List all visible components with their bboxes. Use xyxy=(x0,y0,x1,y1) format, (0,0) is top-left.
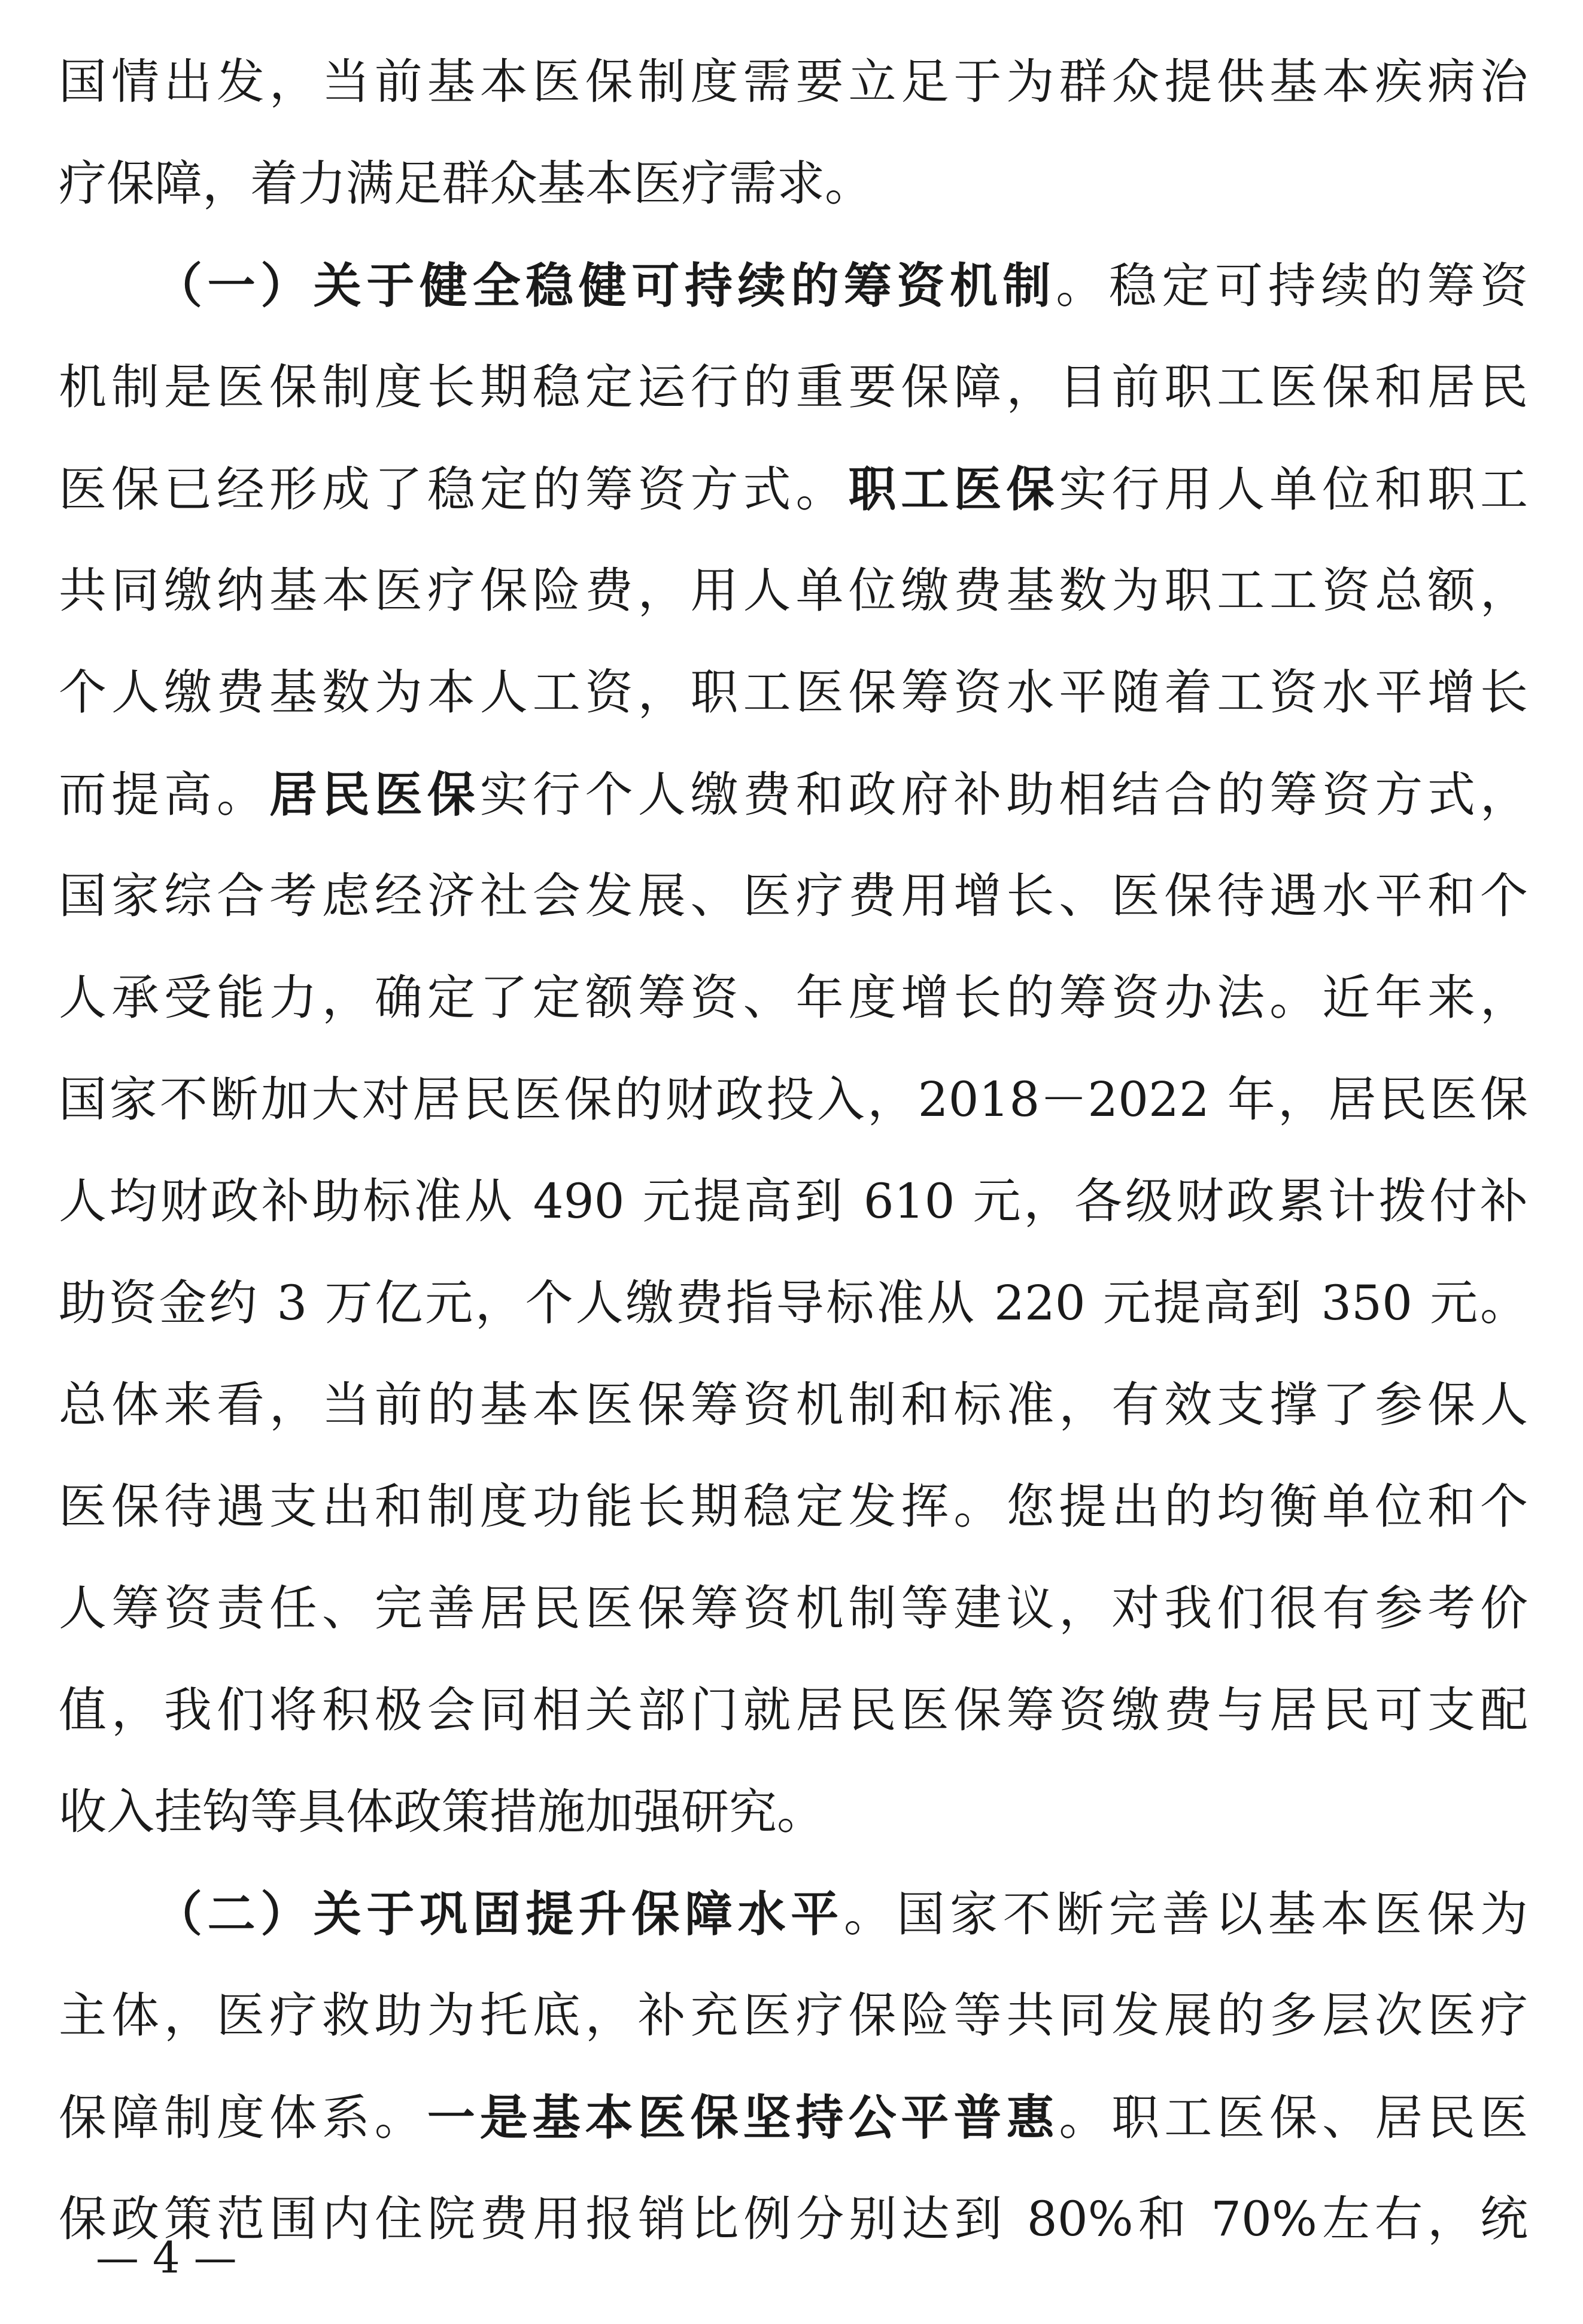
text-line xyxy=(59,1558,1528,1659)
text-line xyxy=(59,2067,1528,2168)
text-line xyxy=(59,1761,1528,1863)
text-line xyxy=(59,438,1528,540)
text-line xyxy=(59,845,1528,947)
text-run: 疗保障，着力满足群众基本医疗需求。 xyxy=(59,156,873,211)
text-line xyxy=(59,642,1528,744)
text-line xyxy=(59,1863,1528,1965)
bold-text: 职工医保 xyxy=(848,461,1059,517)
text-run: 实行个人缴费和政府补助相结合的筹资方式， xyxy=(479,767,1529,823)
document-body xyxy=(59,31,1528,2270)
bold-text: （一）关于健全稳健可持续的筹资机制 xyxy=(154,257,1056,314)
text-line xyxy=(59,336,1528,438)
text-run: 共同缴纳基本医疗保险费，用人单位缴费基数为职工工资总额， xyxy=(59,563,1528,618)
text-run: 总体来看，当前的基本医保筹资机制和标准，有效支撑了参保人 xyxy=(59,1377,1528,1433)
text-run: 实行用人单位和职工 xyxy=(1059,462,1529,517)
text-run: 人筹资责任、完善居民医保筹资机制等建议，对我们很有参考价 xyxy=(59,1580,1528,1636)
text-line xyxy=(59,235,1528,336)
text-run: 保政策范围内住院费用报销比例分别达到 80%和 70%左右，统 xyxy=(59,2191,1528,2247)
text-line xyxy=(59,1456,1528,1558)
text-line xyxy=(59,1354,1528,1456)
text-line xyxy=(59,744,1528,845)
text-run: 助资金约 3 万亿元，个人缴费指导标准从 220 元提高到 350 元。 xyxy=(59,1275,1528,1331)
text-run: 而提高。 xyxy=(59,767,269,823)
text-run: 保障制度体系。 xyxy=(59,2090,427,2146)
text-run: 。国家不断完善以基本医保为 xyxy=(843,1886,1529,1942)
text-line xyxy=(59,1252,1528,1354)
text-run: 国家综合考虑经济社会发展、医疗费用增长、医保待遇水平和个 xyxy=(59,868,1528,924)
text-line xyxy=(59,947,1528,1049)
text-run: 个人缴费基数为本人工资，职工医保筹资水平随着工资水平增长 xyxy=(59,665,1528,720)
text-line xyxy=(59,133,1528,235)
text-run: 主体，医疗救助为托底，补充医疗保险等共同发展的多层次医疗 xyxy=(59,1988,1528,2043)
text-run: 国情出发，当前基本医保制度需要立足于为群众提供基本疾病治 xyxy=(59,54,1528,110)
text-run: 人承受能力，确定了定额筹资、年度增长的筹资办法。近年来， xyxy=(59,970,1528,1026)
text-run: 值，我们将积极会同相关部门就居民医保筹资缴费与居民可支配 xyxy=(59,1682,1528,1738)
text-run: 人均财政补助标准从 490 元提高到 610 元，各级财政累计拨付补 xyxy=(59,1173,1528,1229)
text-run: 。职工医保、居民医 xyxy=(1059,2090,1529,2146)
text-line xyxy=(59,2168,1528,2270)
text-run: 收入挂钩等具体政策措施加强研究。 xyxy=(59,1784,825,1840)
text-line xyxy=(59,1965,1528,2067)
text-run: 医保待遇支出和制度功能长期稳定发挥。您提出的均衡单位和个 xyxy=(59,1479,1528,1534)
page-number: — 4 — xyxy=(96,2232,237,2283)
bold-text: 一是基本医保坚持公平普惠 xyxy=(427,2089,1059,2146)
text-run: 。稳定可持续的筹资 xyxy=(1056,258,1529,314)
text-line xyxy=(59,1151,1528,1252)
text-run: 国家不断加大对居民医保的财政投入，2018－2022 年，居民医保 xyxy=(59,1072,1528,1127)
text-line xyxy=(59,1659,1528,1761)
bold-text: 居民医保 xyxy=(269,766,480,823)
text-line xyxy=(59,1049,1528,1151)
text-run: 医保已经形成了稳定的筹资方式。 xyxy=(59,462,849,517)
text-run: 机制是医保制度长期稳定运行的重要保障，目前职工医保和居民 xyxy=(59,359,1528,415)
text-line xyxy=(59,540,1528,642)
bold-text: （二）关于巩固提升保障水平 xyxy=(154,1886,844,1942)
text-line xyxy=(59,31,1528,133)
